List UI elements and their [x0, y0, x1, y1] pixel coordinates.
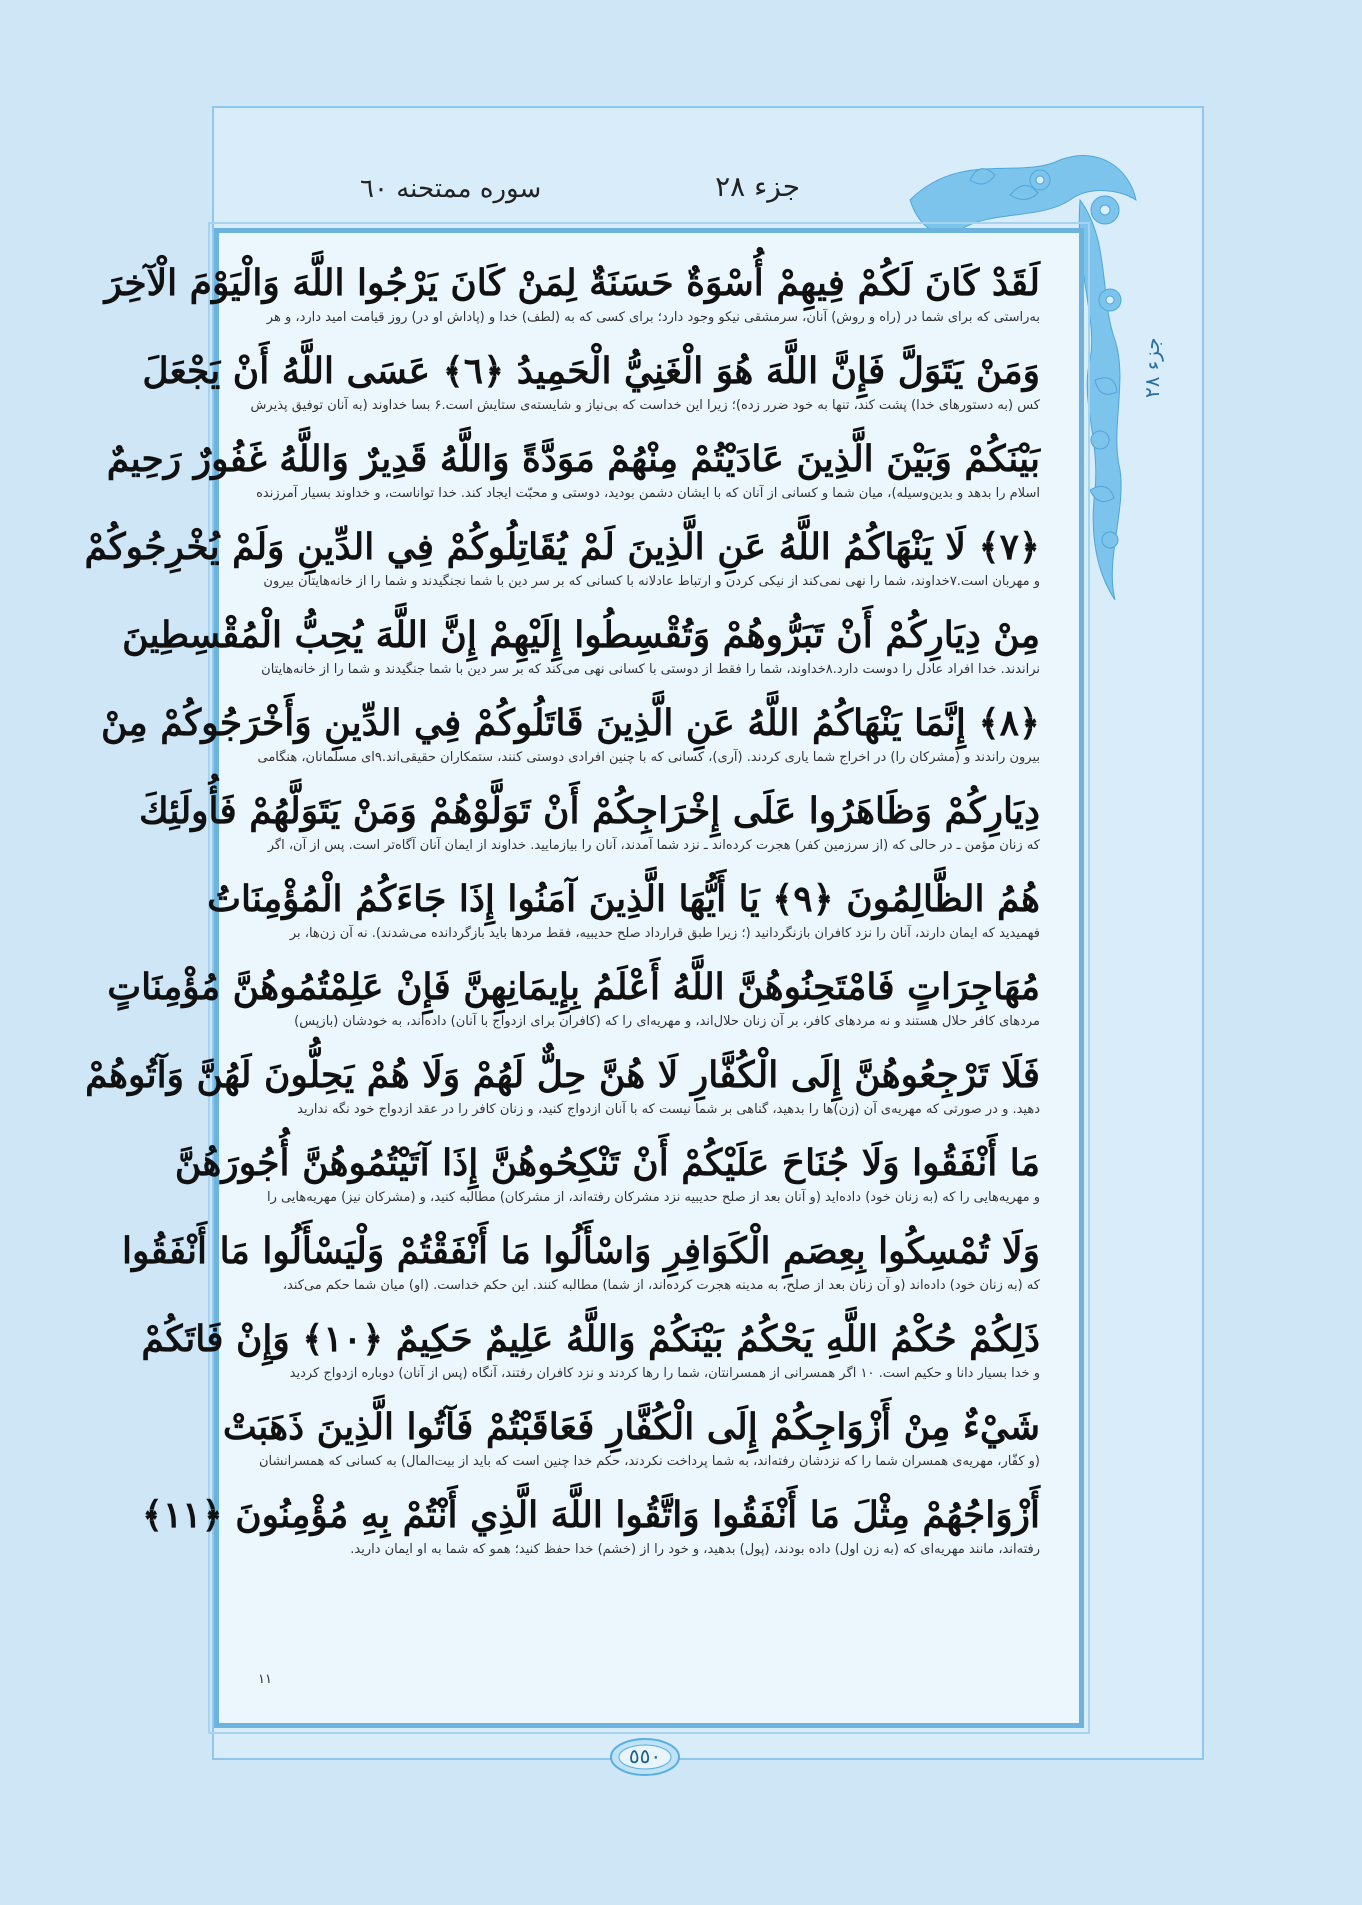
translation-line: بیرون راندند و (مشرکان را) در اخراج شما یاری کردند. (آری)، کسانی که با چنین افرادی دوستی کنند، ستمکاران حقیقی‌اند.۹ای مسلمانان، هنگامی: [257, 750, 1040, 765]
verse-line: بَيْنَكُمْ وَبَيْنَ الَّذِينَ عَادَيْتُمْ مِنْهُمْ مَوَدَّةً وَاللَّهُ قَدِيرٌ وَاللَّهُ غَفُورٌ رَحِيمٌ: [106, 438, 1040, 480]
translation-line: و مهربان است.۷خداوند، شما را نهی نمی‌کند از نیکی کردن و ارتباط عادلانه با کسانی که بر سر دین با شما نجنگیدند و شما را از خانه‌هایتان بیرون: [263, 574, 1040, 589]
verse-line: لَقَدْ كَانَ لَكُمْ فِيهِمْ أُسْوَةٌ حَسَنَةٌ لِمَنْ كَانَ يَرْجُوا اللَّهَ وَالْيَوْمَ الْآخِرَ: [104, 262, 1040, 304]
verse-line: أَزْوَاجُهُمْ مِثْلَ مَا أَنْفَقُوا وَاتَّقُوا اللَّهَ الَّذِي أَنْتُمْ بِهِ مُؤْمِنُونَ ﴿١١﴾: [141, 1494, 1040, 1536]
translation-line: فهمیدید که ایمان دارند، آنان را نزد کافران بازنگردانید (؛ زیرا طبق قرارداد صلح حدیبیه، فقط مردها باید بازگردانده می‌شدند). نه آن زن‌ها، بر: [289, 926, 1040, 941]
page-number: ٥٥٠: [628, 1744, 662, 1768]
footer-verse-ref: ١١: [258, 1672, 272, 1687]
translation-line: که (به زنان خود) داده‌اند (و آن زنان بعد از صلح، به مدینه هجرت کرده‌اند، از شما) مطالبه کنند. این حکم خداست. (او) میان شما حکم می‌کند،: [282, 1278, 1040, 1293]
page-content: [84, 258, 1040, 1564]
translation-line: به‌راستی که برای شما در (راه و روش) آنان، سرمشقی نیکو وجود دارد؛ برای کسی که به (لطف) خدا و (پاداش او در) روز قیامت امید دارد، و هر: [266, 310, 1040, 325]
translation-line: و مهریه‌هایی را که (به زنان خود) داده‌اید (و آنان بعد از صلح حدیبیه نزد مشرکان رفته‌اند، از مشرکان) مطالبه کنید، و (مشرکان نیز) مهریه‌هایی را: [266, 1190, 1040, 1205]
verse-line: مُهَاجِرَاتٍ فَامْتَحِنُوهُنَّ اللَّهُ أَعْلَمُ بِإِيمَانِهِنَّ فَإِنْ عَلِمْتُمُوهُنَّ مُؤْمِنَاتٍ: [107, 966, 1040, 1008]
verse-line: وَلَا تُمْسِكُوا بِعِصَمِ الْكَوَافِرِ وَاسْأَلُوا مَا أَنْفَقْتُمْ وَلْيَسْأَلُوا مَا أَنْفَقُوا: [122, 1230, 1040, 1272]
translation-line: نراندند. خدا افراد عادل را دوست دارد.۸خداوند، شما را فقط از دوستی با کسانی نهی می‌کند که بر سر دین با شما جنگیدند و شما را از خانه‌هایتان: [261, 662, 1040, 677]
translation-line: اسلام را بدهد و بدین‌وسیله)، میان شما و کسانی از آنان که با ایشان دشمن بودید، دوستی و محبّت ایجاد کند. خدا تواناست، و خداوند بسیار آمرزنده: [256, 486, 1040, 501]
verse-line: مِنْ دِيَارِكُمْ أَنْ تَبَرُّوهُمْ وَتُقْسِطُوا إِلَيْهِمْ إِنَّ اللَّهَ يُحِبُّ الْمُقْسِطِينَ: [122, 614, 1040, 656]
page-header: [240, 170, 1000, 210]
translation-line: که زنان مؤمن ـ در حالی که (از سرزمین کفر) هجرت کرده‌اند ـ نزد شما آمدند، آنان را بیازمایید. خداوند از ایمان آنان آگاه‌تر است. پس از آن، اگر: [267, 838, 1040, 853]
verse-line: فَلَا تَرْجِعُوهُنَّ إِلَى الْكُفَّارِ لَا هُنَّ حِلٌّ لَهُمْ وَلَا هُمْ يَحِلُّونَ لَهُنَّ وَآتُوهُمْ: [85, 1054, 1040, 1096]
surah-label: سوره ممتحنه ٦٠: [360, 174, 542, 204]
verse-line: دِيَارِكُمْ وَظَاهَرُوا عَلَى إِخْرَاجِكُمْ أَنْ تَوَلَّوْهُمْ وَمَنْ يَتَوَلَّهُمْ فَأُولَئِكَ: [138, 790, 1040, 832]
verse-line: شَيْءٌ مِنْ أَزْوَاجِكُمْ إِلَى الْكُفَّارِ فَعَاقَبْتُمْ فَآتُوا الَّذِينَ ذَهَبَتْ: [222, 1406, 1040, 1448]
verse-line: هُمُ الظَّالِمُونَ ﴿٩﴾ يَا أَيُّهَا الَّذِينَ آمَنُوا إِذَا جَاءَكُمُ الْمُؤْمِنَاتُ: [207, 878, 1040, 920]
translation-line: (و کفّار، مهریه‌ی همسران شما را که نزدشان رفته‌اند، به شما پرداخت نکردند، حکم خدا چنین است که باید از بیت‌المال) به کسانی که همسرانشان: [258, 1454, 1040, 1469]
translation-line: مردهای کافر حلال هستند و نه مردهای کافر، بر آن زنان حلال‌اند، و مهریه‌ای را که (کافران برای ازدواج با آنان) داده‌اند، به خودشان (بازپس): [294, 1014, 1040, 1029]
verse-line: وَمَنْ يَتَوَلَّ فَإِنَّ اللَّهَ هُوَ الْغَنِيُّ الْحَمِيدُ ﴿٦﴾ عَسَى اللَّهُ أَنْ يَجْعَلَ: [142, 350, 1040, 392]
side-juz-mark: جزء ٢٨: [1140, 337, 1164, 398]
verse-line: مَا أَنْفَقُوا وَلَا جُنَاحَ عَلَيْكُمْ أَنْ تَنْكِحُوهُنَّ إِذَا آتَيْتُمُوهُنَّ أُجُورَهُنَّ: [174, 1142, 1040, 1184]
verse-line: ﴿٧﴾ لَا يَنْهَاكُمُ اللَّهُ عَنِ الَّذِينَ لَمْ يُقَاتِلُوكُمْ فِي الدِّينِ وَلَمْ يُخْرِجُوكُمْ: [84, 526, 1040, 568]
translation-line: و خدا بسیار دانا و حکیم است. ۱۰ اگر همسرانی از همسرانتان، شما را رها کردند و نزد کافران رفتند، آنگاه (پس از آنان) دوباره ازدواج کردید: [289, 1366, 1040, 1381]
page-number-badge: [608, 1736, 682, 1778]
translation-line: کس (به دستورهای خدا) پشت کند، تنها به خود ضرر زده)؛ زیرا این خداست که بی‌نیاز و شایسته‌ی ستایش است.۶ بسا خداوند (به آنان توفیق پذیرش: [250, 398, 1040, 413]
juz-label: جزء ٢٨: [715, 170, 800, 203]
verse-line: ﴿٨﴾ إِنَّمَا يَنْهَاكُمُ اللَّهُ عَنِ الَّذِينَ قَاتَلُوكُمْ فِي الدِّينِ وَأَخْرَجُوكُمْ مِنْ: [100, 702, 1040, 744]
verse-line: ذَلِكُمْ حُكْمُ اللَّهِ يَحْكُمُ بَيْنَكُمْ وَاللَّهُ عَلِيمٌ حَكِيمٌ ﴿١٠﴾ وَإِنْ فَاتَكُمْ: [141, 1318, 1040, 1360]
translation-line: رفته‌اند، مانند مهریه‌ای که (به زن اول) داده بودند، (پول) بدهید، و خود را از (خشم) خدا حفظ کنید؛ همو که شما به او ایمان دارید.: [350, 1542, 1040, 1557]
translation-line: دهید. و در صورتی که مهریه‌ی آن (زن)ها را بدهید، گناهی بر شما نیست که با آنان ازدواج کنید، و زنان کافر را در عقد ازدواج خود نگه ندارید: [297, 1102, 1040, 1117]
